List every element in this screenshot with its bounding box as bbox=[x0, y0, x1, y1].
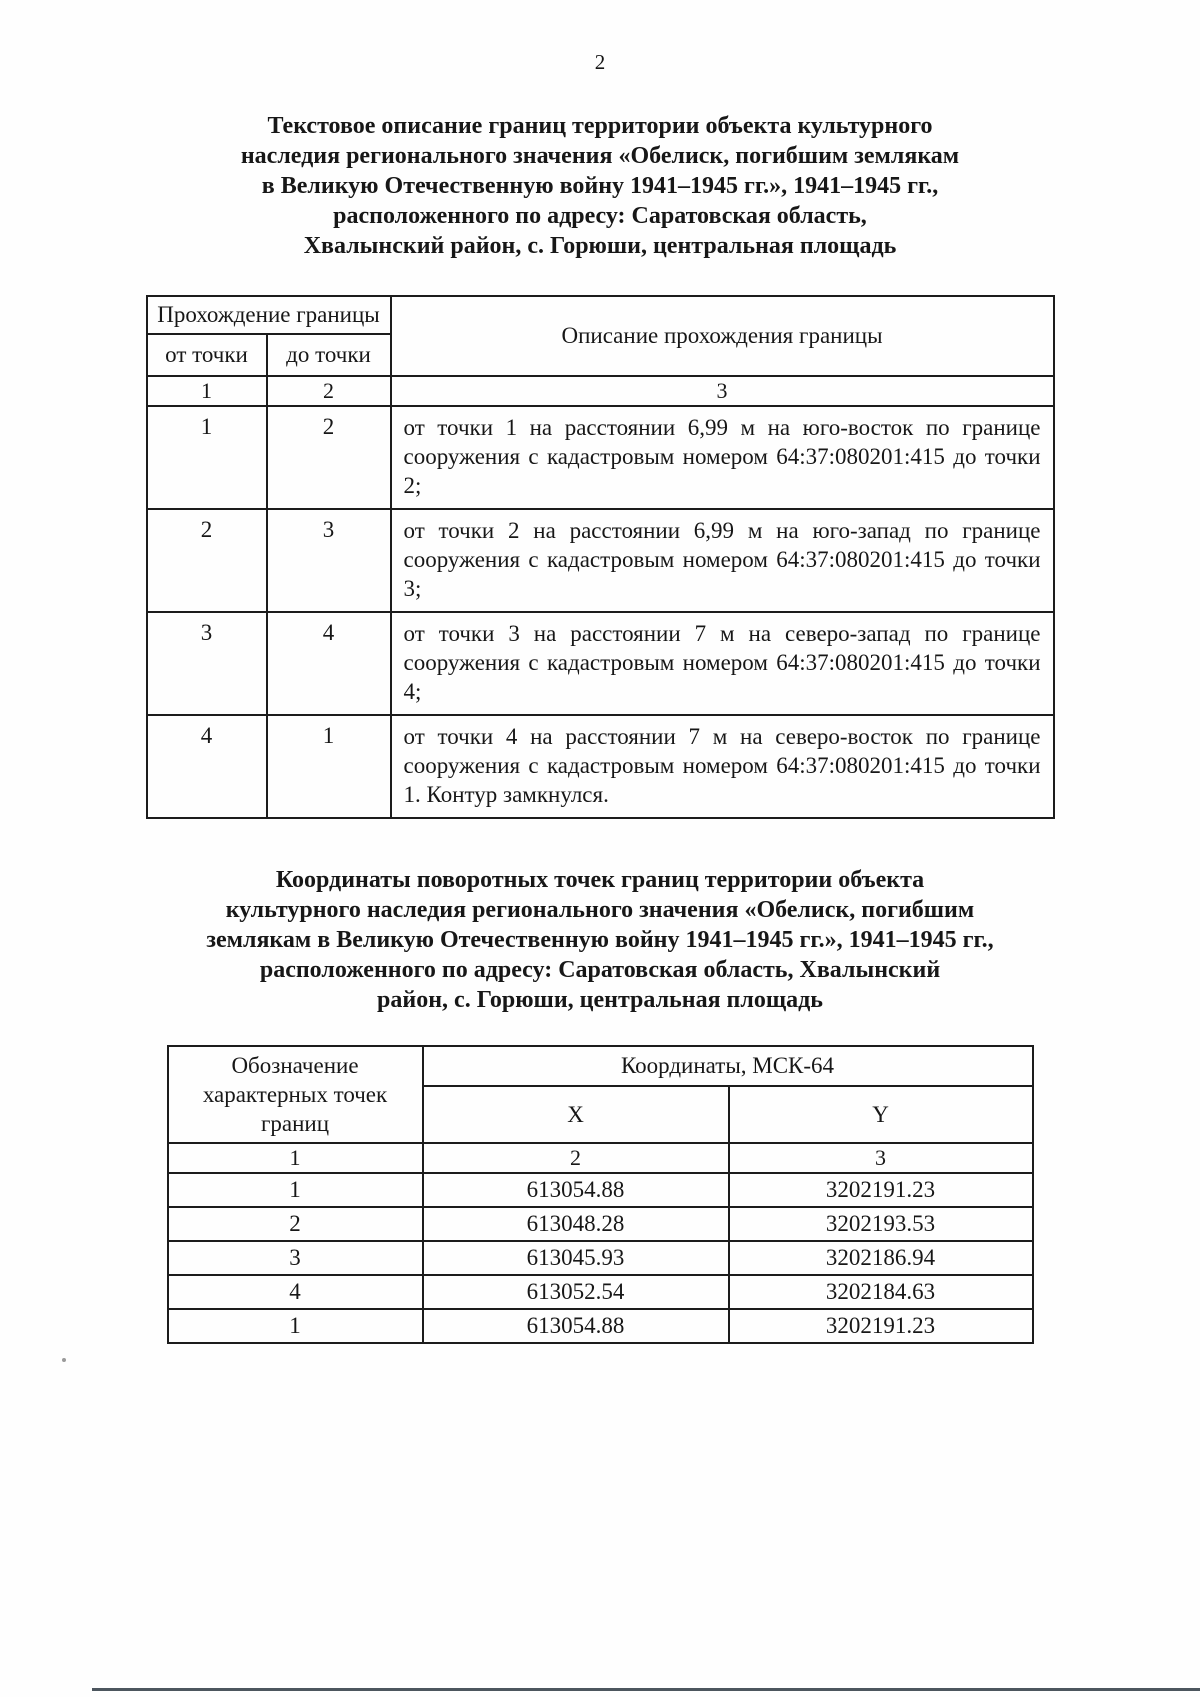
table-row bbox=[147, 715, 1054, 818]
title-line: расположенного по адресу: Саратовская область, bbox=[333, 203, 867, 229]
header-coordinates-group: Координаты, МСК-64 bbox=[423, 1046, 1033, 1086]
table-header-row bbox=[168, 1046, 1033, 1086]
header-description: Описание прохождения границы bbox=[391, 296, 1054, 376]
x-coordinate-cell: 613048.28 bbox=[423, 1207, 729, 1241]
to-point-cell: 3 bbox=[267, 509, 391, 612]
table-row bbox=[168, 1275, 1033, 1309]
from-point-cell: 1 bbox=[147, 406, 267, 509]
column-number-row bbox=[147, 376, 1054, 406]
description-cell: от точки 2 на расстоянии 6,99 м на юго-запад по границе сооружения с кадастровым номером 64:37:080201:415 до точки 3; bbox=[391, 509, 1054, 612]
table-row bbox=[168, 1173, 1033, 1207]
column-number: 3 bbox=[729, 1143, 1033, 1173]
point-cell: 3 bbox=[168, 1241, 423, 1275]
title-line: землякам в Великую Отечественную войну 1941–1945 гг.», 1941–1945 гг., bbox=[206, 927, 994, 953]
column-number: 1 bbox=[147, 376, 267, 406]
title-line: расположенного по адресу: Саратовская область, Хвалынский bbox=[259, 957, 941, 983]
coordinates-table bbox=[167, 1045, 1034, 1344]
point-cell: 1 bbox=[168, 1309, 423, 1343]
table-row bbox=[147, 406, 1054, 509]
title-line: наследия регионального значения «Обелиск, погибшим землякам bbox=[240, 143, 960, 169]
table-header-row bbox=[147, 296, 1054, 334]
header-boundary-pass: Прохождение границы bbox=[147, 296, 391, 334]
point-cell: 4 bbox=[168, 1275, 423, 1309]
title-line: Текстовое описание границ территории объекта культурного bbox=[267, 113, 933, 139]
x-coordinate-cell: 613052.54 bbox=[423, 1275, 729, 1309]
boundary-table bbox=[146, 295, 1055, 819]
x-coordinate-cell: 613045.93 bbox=[423, 1241, 729, 1275]
column-number-row bbox=[168, 1143, 1033, 1173]
y-coordinate-cell: 3202191.23 bbox=[729, 1173, 1033, 1207]
column-number: 2 bbox=[423, 1143, 729, 1173]
to-point-cell: 4 bbox=[267, 612, 391, 715]
coordinates-title bbox=[162, 865, 1038, 1015]
page-number: 2 bbox=[594, 50, 606, 74]
table-row bbox=[168, 1309, 1033, 1343]
table-row bbox=[147, 612, 1054, 715]
y-coordinate-cell: 3202193.53 bbox=[729, 1207, 1033, 1241]
table-row bbox=[168, 1207, 1033, 1241]
header-characteristic-points: Обозначение характерных точек границ bbox=[168, 1046, 423, 1143]
scan-artifact-dot bbox=[62, 1358, 66, 1362]
to-point-cell: 1 bbox=[267, 715, 391, 818]
table-row bbox=[147, 509, 1054, 612]
x-coordinate-cell: 613054.88 bbox=[423, 1309, 729, 1343]
y-coordinate-cell: 3202184.63 bbox=[729, 1275, 1033, 1309]
from-point-cell: 4 bbox=[147, 715, 267, 818]
to-point-cell: 2 bbox=[267, 406, 391, 509]
y-coordinate-cell: 3202191.23 bbox=[729, 1309, 1033, 1343]
title-line: в Великую Отечественную войну 1941–1945 гг.», 1941–1945 гг., bbox=[261, 173, 939, 199]
column-number: 2 bbox=[267, 376, 391, 406]
header-x: X bbox=[423, 1086, 729, 1143]
point-cell: 1 bbox=[168, 1173, 423, 1207]
from-point-cell: 3 bbox=[147, 612, 267, 715]
column-number: 3 bbox=[391, 376, 1054, 406]
title-line: Хвалынский район, с. Горюши, центральная площадь bbox=[303, 233, 897, 259]
description-cell: от точки 1 на расстоянии 6,99 м на юго-восток по границе сооружения с кадастровым номером 64:37:080201:415 до точки 2; bbox=[391, 406, 1054, 509]
header-to-point: до точки bbox=[267, 334, 391, 376]
y-coordinate-cell: 3202186.94 bbox=[729, 1241, 1033, 1275]
title-line: культурного наследия регионального значения «Обелиск, погибшим bbox=[225, 897, 975, 923]
point-cell: 2 bbox=[168, 1207, 423, 1241]
x-coordinate-cell: 613054.88 bbox=[423, 1173, 729, 1207]
description-cell: от точки 4 на расстоянии 7 м на северо-восток по границе сооружения с кадастровым номером 64:37:080201:415 до точки 1. Контур замкнулся. bbox=[391, 715, 1054, 818]
title-line: район, с. Горюши, центральная площадь bbox=[377, 987, 823, 1013]
header-y: Y bbox=[729, 1086, 1033, 1143]
boundary-description-title bbox=[177, 111, 1023, 261]
from-point-cell: 2 bbox=[147, 509, 267, 612]
title-line: Координаты поворотных точек границ территории объекта bbox=[275, 867, 925, 893]
page-bottom-scan-line bbox=[92, 1688, 1200, 1691]
column-number: 1 bbox=[168, 1143, 423, 1173]
description-cell: от точки 3 на расстоянии 7 м на северо-запад по границе сооружения с кадастровым номером 64:37:080201:415 до точки 4; bbox=[391, 612, 1054, 715]
header-from-point: от точки bbox=[147, 334, 267, 376]
table-row bbox=[168, 1241, 1033, 1275]
